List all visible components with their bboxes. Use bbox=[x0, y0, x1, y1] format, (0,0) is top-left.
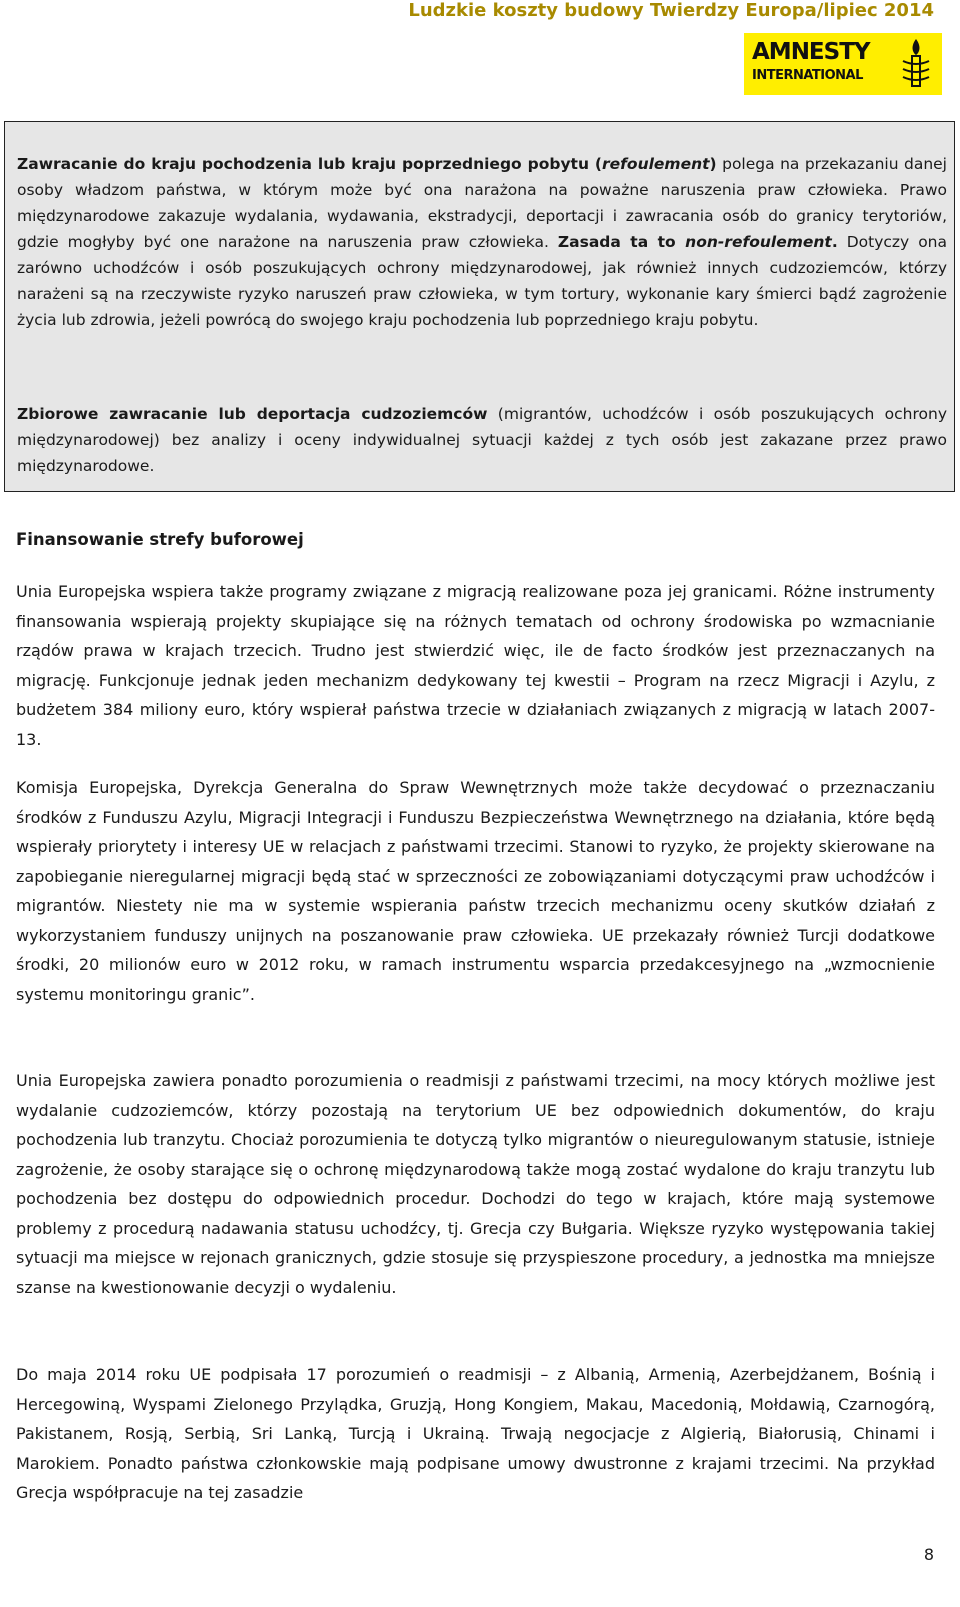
paren-close: ) bbox=[709, 155, 717, 173]
refoulement-paragraph bbox=[17, 151, 947, 333]
logo-text-line1: AMNESTY bbox=[752, 39, 870, 65]
section-heading: Finansowanie strefy buforowej bbox=[16, 530, 304, 549]
amnesty-logo bbox=[744, 33, 942, 95]
definition-box bbox=[4, 121, 955, 492]
collective-expulsion-text: (migrantów, uchodźców i osób poszukujących ochrony międzynarodowej) bez analizy i oceny indywidualnej sytuacji każdej z tych osób jest zakazane przez prawo międzynarodowe. bbox=[17, 405, 947, 475]
principle-text: Dotyczy ona zarówno uchodźców i osób poszukujących ochrony międzynarodowej, jak również innych cudzoziemców, którzy narażeni są na rzeczywiste ryzyko naruszeń praw człowieka, w tym tortury, wykonanie kary śmierci bądź zagrożenie życia lub zdrowia, jeżeli powrócą do swojego kraju pochodzenia lub poprzedniego kraju pobytu. bbox=[17, 233, 947, 329]
paren-open: ( bbox=[589, 155, 603, 173]
document-header-title: Ludzkie koszty budowy Twierdzy Europa/lipiec 2014 bbox=[408, 0, 934, 21]
paragraph-agreements: Do maja 2014 roku UE podpisała 17 porozumień o readmisji – z Albanią, Armenią, Azerbejdżanem, Bośnią i Hercegowiną, Wyspami Zielonego Przylądka, Gruzją, Hong Kongiem, Makau, Macedonią, Mołdawią, Czarnogórą, Pakistanem, Rosją, Serbią, Sri Lanką, Turcją i Ukrainą. Trwają negocjacje z Algierią, Białorusią, Chinami i Marokiem. Ponadto państwa członkowskie mają podpisane umowy dwustronne z krajami trzecimi. Na przykład Grecja współpracuje na tej zasadzie bbox=[16, 1365, 935, 1502]
refoulement-text: polega na przekazaniu danej osoby władzom państwa, w którym może być ona narażona na poważne naruszenia praw człowieka. Prawo międzynarodowe zakazuje wydalania, wydawania, ekstradycji, deportacji i zawracania osób do granicy terytoriów, gdzie mogłyby być one narażone na naruszenia praw człowieka. bbox=[17, 155, 947, 251]
paragraph-commission: Komisja Europejska, Dyrekcja Generalna do Spraw Wewnętrznych może także decydować o przeznaczaniu środków z Funduszu Azylu, Migracji Integracji i Funduszu Bezpieczeństwa Wewnętrznego na działania, które będą wspierały priorytety i interesy UE w relacjach z państwami trzecimi. Stanowi to ryzyko, że projekty skierowane na zapobieganie nieregularnej migracji będą stać w sprzeczności ze zobowiązaniami dotyczącymi praw uchodźców i migrantów. Niestety nie ma w systemie wspierania państw trzecich mechanizmu oceny skutków działań z wykorzystaniem funduszy unijnych na poszanowanie praw człowieka. UE przekazały również Turcji dodatkowe środki, 20 milionów euro w 2012 roku, w ramach instrumentu wsparcia przedakcesyjnego na „wzmocnienie systemu monitoringu granic”. bbox=[16, 778, 935, 1004]
candle-icon bbox=[901, 37, 931, 91]
collective-expulsion-term: Zbiorowe zawracanie lub deportacja cudzoziemców bbox=[17, 405, 488, 423]
paragraph-funding: Unia Europejska wspiera także programy związane z migracją realizowane poza jej granicami. Różne instrumenty finansowania wspierają projekty skupiające się na różnych tematach od ochrony środowiska po wzmacnianie rządów prawa w krajach trzecich. Trudno jest stwierdzić więc, ile de facto środków jest przeznaczanych na migrację. Funkcjonuje jednak jeden mechanizm dedykowany tej kwestii – Program na rzecz Migracji i Azylu, z budżetem 384 miliony euro, który wspierał państwa trzecie w działaniach związanych z migracją w latach 2007-13. bbox=[16, 582, 935, 749]
paragraph-readmission: Unia Europejska zawiera ponadto porozumienia o readmisji z państwami trzecimi, na mocy których możliwe jest wydalanie cudzoziemców, którzy pozostają na terytorium UE bez odpowiednich dokumentów, do kraju pochodzenia lub tranzytu. Chociaż porozumienia te dotyczą tylko migrantów o nieuregulowanym statusie, istnieje zagrożenie, że osoby starające się o ochronę międzynarodową także mogą zostać wydalone do kraju tranzytu lub pochodzenia bez dostępu do odpowiednich procedur. Dochodzi do tego w krajach, które mają systemowe problemy z procedurą nadawania statusu uchodźcy, tj. Grecja czy Bułgaria. Większe ryzyko występowania takiej sytuacji ma miejsce w rejonach granicznych, gdzie stosuje się przyspieszone procedury, a jednostka ma mniejsze szanse na kwestionowanie decyzji o wydaleniu. bbox=[16, 1071, 935, 1297]
page-number: 8 bbox=[923, 1545, 934, 1564]
refoulement-term: Zawracanie do kraju pochodzenia lub kraju poprzedniego pobytu bbox=[17, 155, 589, 173]
principle-end: . bbox=[831, 233, 838, 251]
principle-term: Zasada ta to bbox=[557, 233, 686, 251]
non-refoulement-italic: non-refoulement bbox=[685, 233, 832, 251]
collective-expulsion-paragraph bbox=[17, 401, 947, 479]
refoulement-italic: refoulement bbox=[602, 155, 710, 173]
logo-text-line2: INTERNATIONAL bbox=[752, 68, 863, 83]
